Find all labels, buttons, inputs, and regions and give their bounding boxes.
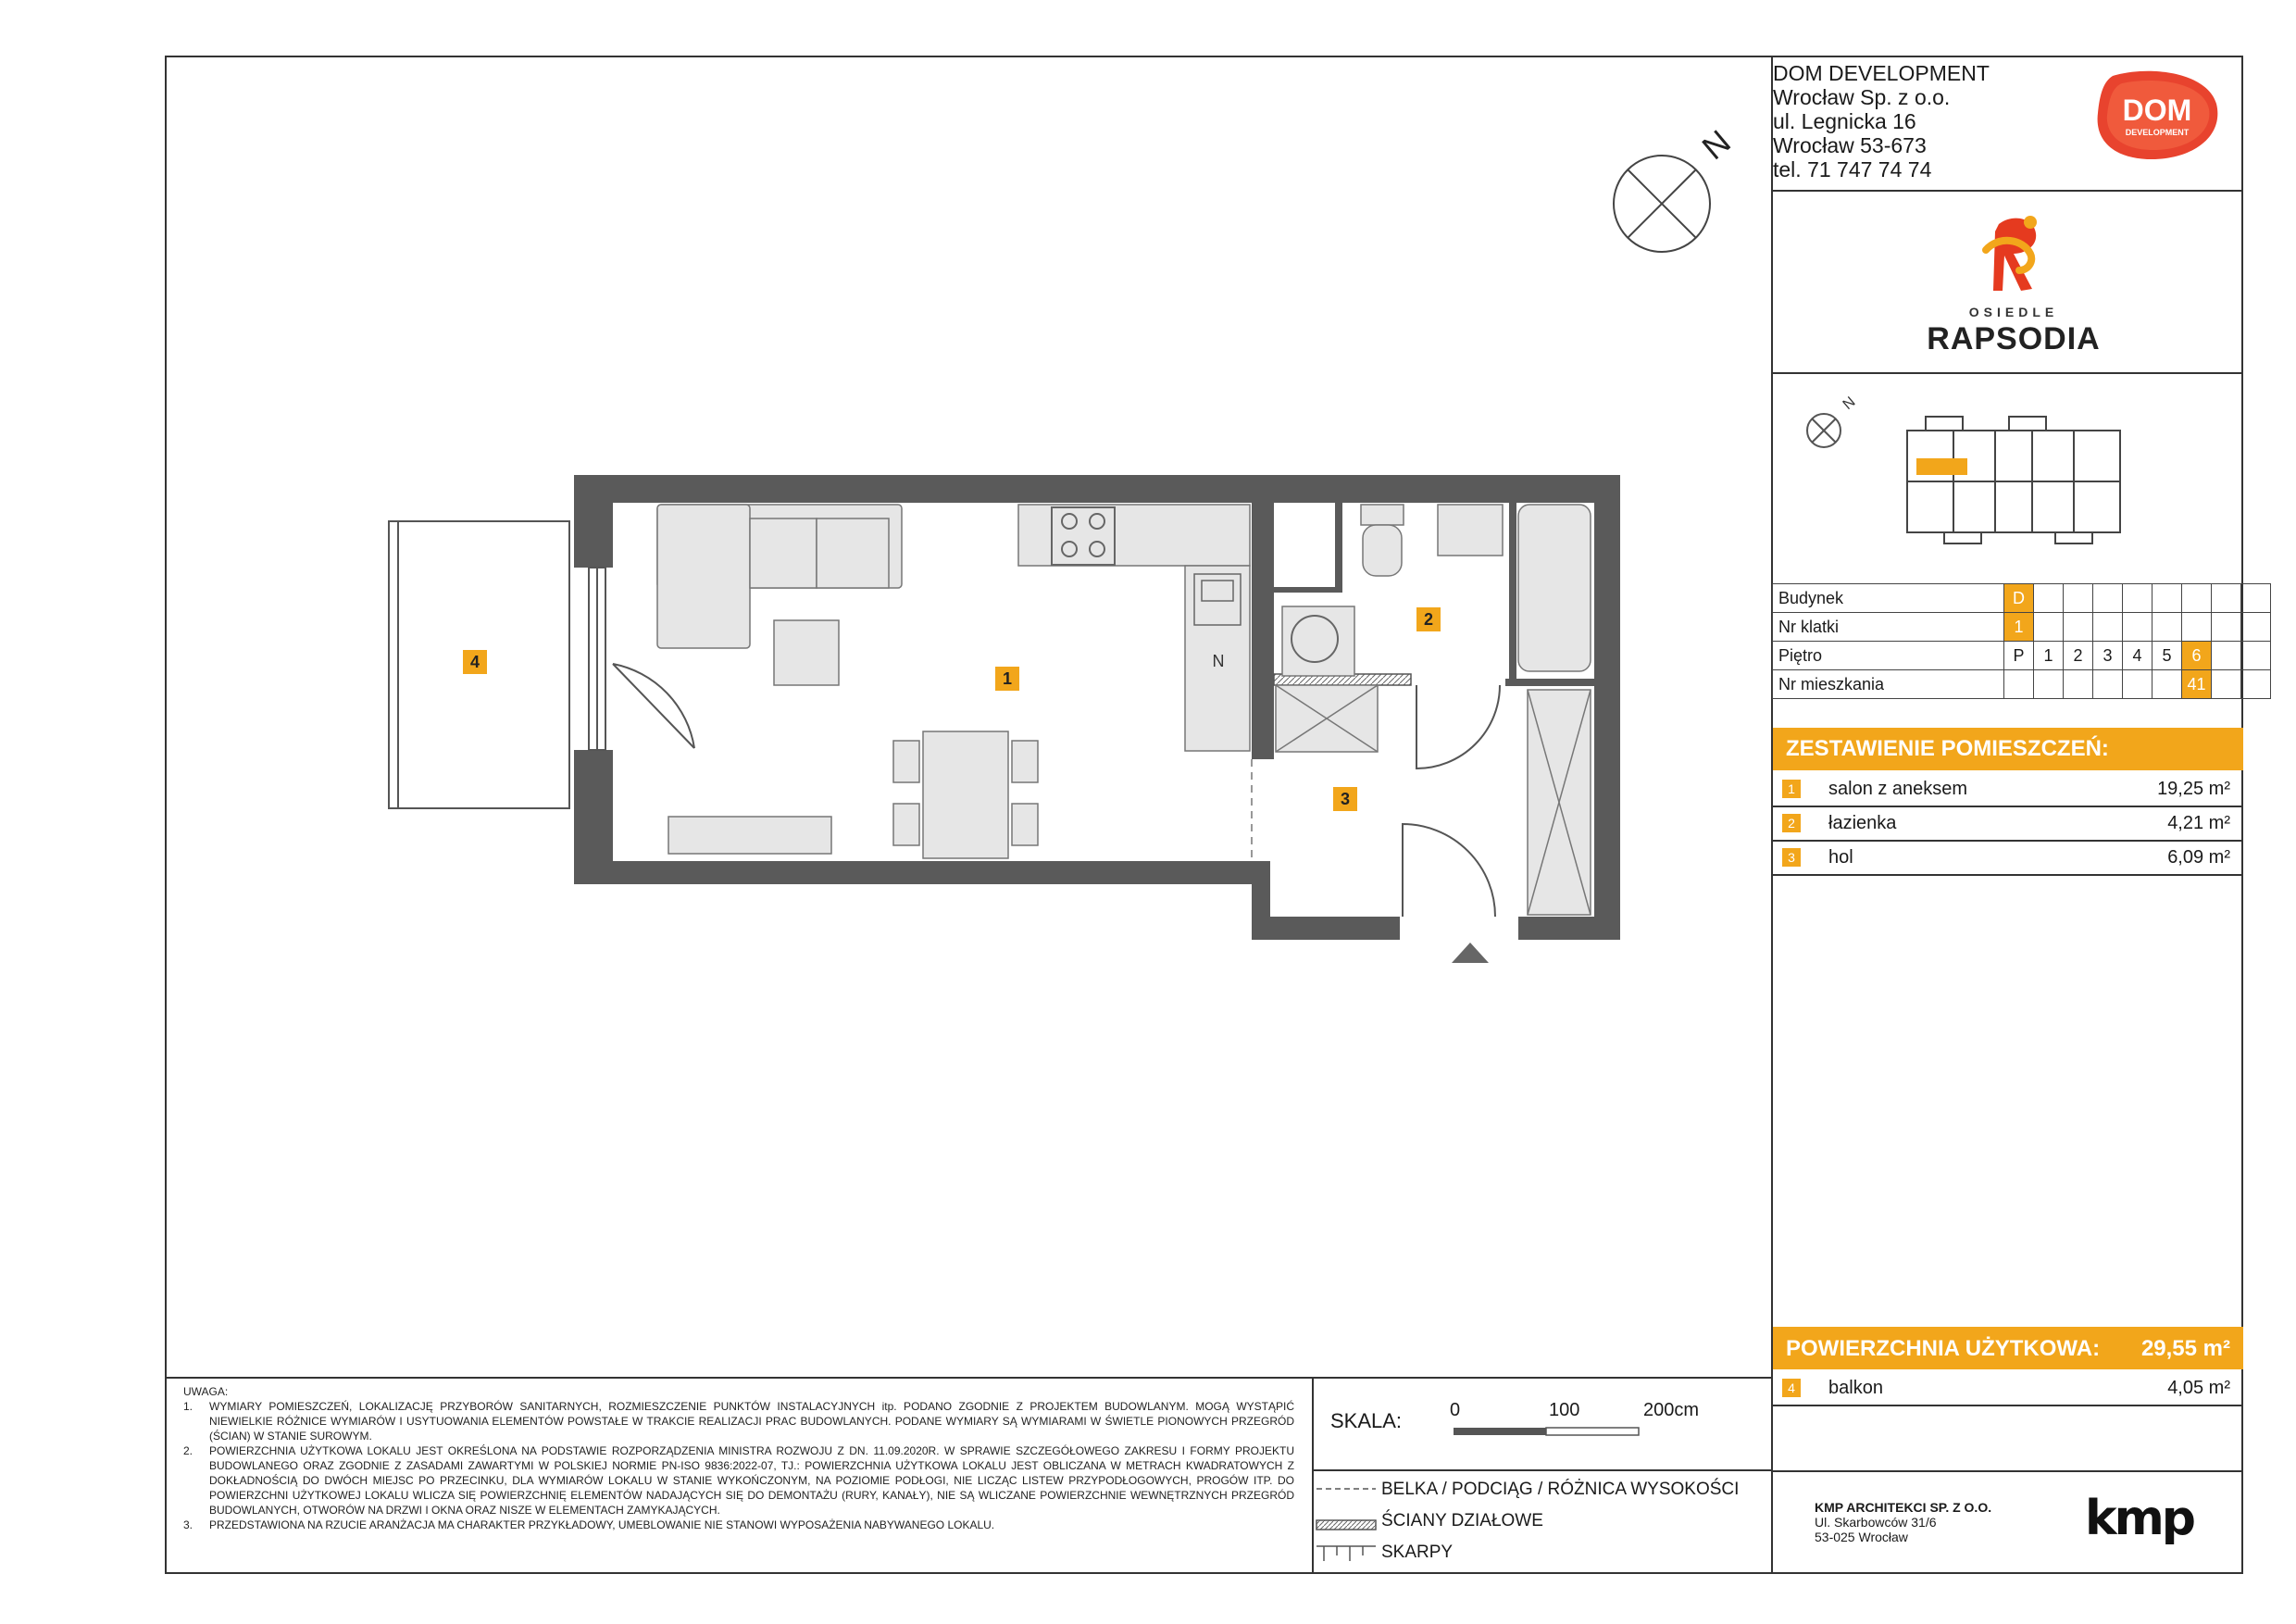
info-cell [2212, 670, 2241, 699]
company-entity: Wrocław Sp. z o.o. [1773, 85, 1951, 109]
logo-divider [1771, 372, 2243, 374]
info-cell: 3 [2093, 642, 2123, 670]
info-cell: D [2004, 584, 2034, 613]
company-name: DOM DEVELOPMENT [1773, 61, 1990, 85]
info-cell [2212, 584, 2241, 613]
room-name: salon z aneksem [1828, 779, 1968, 799]
info-cell [2212, 642, 2241, 670]
notes-divider [165, 1377, 1773, 1379]
info-cell [2093, 584, 2123, 613]
info-row [1773, 670, 2271, 699]
kmp-logo: kmp [2085, 1491, 2193, 1546]
info-cell [2093, 670, 2123, 699]
key-plan [1796, 394, 2203, 560]
dom-development-logo [2094, 69, 2220, 161]
info-cell: 41 [2182, 670, 2212, 699]
company-divider [1771, 190, 2243, 192]
info-cell [2064, 584, 2093, 613]
room-area: 6,09 m² [2167, 847, 2230, 868]
partition-legend-icon [1316, 1520, 1376, 1530]
room-area: 4,21 m² [2167, 813, 2230, 833]
notes [183, 1384, 1294, 1532]
room-row-3 [1773, 841, 2243, 876]
floor-plan [370, 463, 1648, 981]
info-cell [2241, 613, 2271, 642]
legend-partitions: ŚCIANY DZIAŁOWE [1381, 1511, 1543, 1530]
slope-legend-icon [1316, 1546, 1376, 1561]
room-num: 1 [1782, 780, 1801, 798]
info-cell [2034, 584, 2064, 613]
architect-name: KMP ARCHITEKCI SP. Z O.O. [1815, 1500, 1992, 1515]
info-cell [2182, 613, 2212, 642]
note-text: WYMIARY POMIESZCZEŃ, LOKALIZACJĘ PRZYBORÓW SANITARNYCH, ROZMIESZCZENIE PUNKTÓW INSTALACYJNYCH itp. PODANO ZGODNIE Z PROJEKTEM BUDOWLANYM. MOGĄ WYSTĄPIĆ NIEWIELKIE RÓŻNICE WYMIARÓW I USYTUOWANIA ELEMENTÓW POWSTAŁE W TRAKCIE REALIZACJI PRAC BUDOWLANYCH. PODANE WYMIARY SĄ WYMIARAMI W ŚWIETLE PIONOWYCH PRZEGRÓD (ŚCIAN) W STANIE SUROWYM. [209, 1400, 1294, 1443]
entrance-arrow-icon [1452, 943, 1489, 963]
balcony-name: balkon [1828, 1378, 1883, 1398]
building-footprint [1907, 417, 2120, 543]
info-cell: 1 [2034, 642, 2064, 670]
info-cell [2212, 613, 2241, 642]
legend-divider [1312, 1469, 1773, 1471]
architect-street: Ul. Skarbowców 31/6 [1815, 1515, 1937, 1530]
info-cell [2123, 670, 2152, 699]
total-area-bar [1773, 1327, 2243, 1369]
info-cell [2123, 584, 2152, 613]
info-label: Budynek [1773, 584, 2004, 613]
info-cell [2152, 613, 2182, 642]
info-row [1773, 642, 2271, 670]
room-row-1 [1773, 772, 2243, 807]
info-row [1773, 613, 2271, 642]
info-cell [2241, 670, 2271, 699]
north-arrow-icon [1606, 120, 1754, 259]
scale-bar [1454, 1426, 1676, 1439]
info-cell [2241, 584, 2271, 613]
cooktop-icon [1052, 507, 1115, 565]
room-name: łazienka [1828, 813, 1897, 833]
room-tag-4: 4 [463, 650, 487, 674]
architect-divider [1771, 1470, 2243, 1472]
company-phone: tel. 71 747 74 74 [1773, 157, 1932, 181]
info-cell [2064, 670, 2093, 699]
legend-symbols [1315, 1480, 1379, 1563]
room-tag-2: 2 [1416, 607, 1441, 631]
info-cell: 1 [2004, 613, 2034, 642]
room-num: 3 [1782, 848, 1801, 867]
info-cell [2152, 670, 2182, 699]
info-cell [2034, 613, 2064, 642]
rooms-header: ZESTAWIENIE POMIESZCZEŃ: [1773, 728, 2243, 770]
room-tag-1: 1 [995, 667, 1019, 691]
balcony-area: 4,05 m² [2167, 1378, 2230, 1398]
info-cell: 2 [2064, 642, 2093, 670]
info-cell: 5 [2152, 642, 2182, 670]
apartment-info-table [1772, 583, 2271, 699]
scale-tick-200: 200cm [1643, 1400, 1700, 1420]
note-text: POWIERZCHNIA UŻYTKOWA LOKALU JEST OKREŚLONA NA PODSTAWIE ROZPORZĄDZENIA MINISTRA ROZWOJU Z DN. 11.09.2020R. W SPRAWIE SZCZEGÓŁOWEGO ZAKRESU I FORMY PROJEKTU BUDOWLANEGO ORAZ ZGODNIE Z ZASADAMI ZAWARTYMI W POLSKIEJ NORMIE PN-ISO 9836:2022-07, TJ.: POWIERZCHNIA UŻYTKOWA LOKALU JEST OBLICZANA W METRACH KWADRATOWYCH Z DOKŁADNOŚCIĄ DO DWÓCH MIEJSC PO PRZECINKU, DLA WYMIARÓW LOKALU W STANIE WYKOŃCZONYM, NA POZIOMIE PODŁOGI, NIE LICZĄC LISTEW PRZYPODŁOGOWYCH, PROGÓW ITP. DO POWIERZCHNI UŻYTKOWEJ LOKALU WLICZA SIĘ POWIERZCHNIĘ ELEMENTÓW NADAJĄCYCH SIĘ DO DEMONTAŻU (RURY, KANAŁY), NIE SĄ WLICZANE POWIERZCHNIE WEWNĘTRZNYCH PRZEGRÓD BUDOWLANYCH, OTWORÓW NA DRZWI I OKNA ORAZ NISZE W ELEMENTACH ZAMYKAJĄCYCH. [209, 1444, 1294, 1517]
room-row-2 [1773, 806, 2243, 842]
info-cell [2004, 670, 2034, 699]
info-cell [2182, 584, 2212, 613]
fridge-label: N [1212, 652, 1225, 670]
rapsodia-logo [1893, 213, 2134, 356]
balcony-row [1773, 1371, 2243, 1406]
scale-label: SKALA: [1330, 1409, 1403, 1432]
note-number: 3. [183, 1518, 193, 1531]
company-city: Wrocław 53-673 [1773, 133, 1927, 157]
info-cell [2152, 584, 2182, 613]
info-cell [2064, 613, 2093, 642]
key-plan-apartment-highlight [1916, 458, 1967, 475]
svg-text:DEVELOPMENT: DEVELOPMENT [2125, 128, 2190, 137]
info-row [1773, 584, 2271, 613]
scale-divider [1312, 1377, 1314, 1574]
svg-text:N: N [1840, 394, 1859, 414]
architect-city: 53-025 Wrocław [1815, 1530, 1908, 1544]
scale-tick-0: 0 [1450, 1400, 1461, 1420]
info-cell: P [2004, 642, 2034, 670]
room-tag-3: 3 [1333, 787, 1357, 811]
svg-text:N: N [1694, 122, 1738, 168]
rapsodia-emblem-icon [1977, 213, 2051, 296]
svg-text:DOM: DOM [2122, 94, 2192, 127]
total-area-label: POWIERZCHNIA UŻYTKOWA: [1786, 1336, 2101, 1361]
west-window [589, 568, 605, 750]
scale-tick-100: 100 [1549, 1400, 1580, 1420]
wardrobe [1276, 685, 1591, 915]
room-area: 19,25 m² [2157, 779, 2230, 799]
key-plan-north-icon [1807, 394, 1858, 447]
architect-info [1815, 1500, 1991, 1544]
note-text: PRZEDSTAWIONA NA RZUCIE ARANŻACJA MA CHARAKTER PRZYKŁADOWY, UMEBLOWANIE NIE STANOWI WYPOSAŻENIA NABYWANEGO LOKALU. [209, 1518, 995, 1531]
info-cell: 4 [2123, 642, 2152, 670]
info-cell [2123, 613, 2152, 642]
legend-slopes: SKARPY [1381, 1543, 1454, 1562]
company-address [1773, 61, 1990, 181]
info-label: Nr klatki [1773, 613, 2004, 642]
info-label: Nr mieszkania [1773, 670, 2004, 699]
note-number: 1. [183, 1400, 193, 1413]
balcony-num: 4 [1782, 1379, 1801, 1397]
total-area-value: 29,55 m² [2140, 1336, 2230, 1361]
info-cell [2093, 613, 2123, 642]
room-num: 2 [1782, 814, 1801, 832]
room-name: hol [1828, 847, 1853, 868]
info-cell [2241, 642, 2271, 670]
note-number: 2. [183, 1444, 193, 1457]
info-cell [2034, 670, 2064, 699]
info-label: Piętro [1773, 642, 2004, 670]
info-cell: 6 [2182, 642, 2212, 670]
project-name: RAPSODIA [1927, 321, 2101, 356]
notes-title: UWAGA: [183, 1385, 229, 1398]
osiedle-label: OSIEDLE [1968, 305, 2059, 319]
legend-beam: BELKA / PODCIĄG / RÓŻNICA WYSOKOŚCI [1381, 1480, 1740, 1499]
company-street: ul. Legnicka 16 [1773, 109, 1916, 133]
